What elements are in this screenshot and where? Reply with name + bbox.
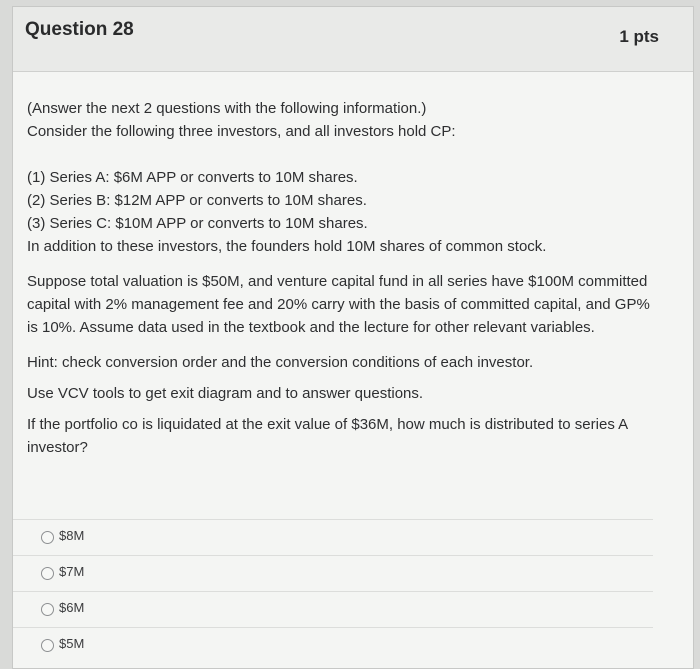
- investor-item-3: (3) Series C: $10M APP or converts to 10M shares.: [27, 215, 368, 232]
- question-header: [13, 7, 693, 72]
- radio-button[interactable]: [41, 531, 54, 544]
- radio-button[interactable]: [41, 603, 54, 616]
- founders-line: In addition to these investors, the founders hold 10M shares of common stock.: [27, 238, 547, 255]
- radio-button[interactable]: [41, 639, 54, 652]
- answer-option[interactable]: [13, 519, 653, 555]
- intro-line-1: (Answer the next 2 questions with the following information.): [27, 100, 427, 117]
- hint-line: Hint: check conversion order and the conversion conditions of each investor.: [27, 354, 534, 371]
- answer-option[interactable]: [13, 555, 653, 591]
- radio-button[interactable]: [41, 567, 54, 580]
- answer-label[interactable]: $5M: [59, 636, 85, 651]
- intro-line-2: Consider the following three investors, and all investors hold CP:: [27, 123, 456, 140]
- answer-label[interactable]: $8M: [59, 528, 85, 543]
- question-title: Question 28: [25, 19, 134, 40]
- question-prompt: If the portfolio co is liquidated at the exit value of $36M, how much is distributed to series A investor?: [27, 416, 628, 456]
- answer-list: [13, 519, 653, 663]
- question-card: [12, 6, 694, 669]
- investor-item-1: (1) Series A: $6M APP or converts to 10M shares.: [27, 169, 358, 186]
- answer-label[interactable]: $7M: [59, 564, 85, 579]
- question-body: [27, 97, 657, 459]
- answer-label[interactable]: $6M: [59, 600, 85, 615]
- tools-line: Use VCV tools to get exit diagram and to answer questions.: [27, 385, 424, 402]
- answer-option[interactable]: [13, 591, 653, 627]
- assumptions-paragraph: Suppose total valuation is $50M, and venture capital fund in all series have $100M committed capital with 2% management fee and 20% carry with the basis of committed capital, and GP% is 10%. Assume data used in the textbook and the lecture for other relevant variables.: [27, 273, 650, 336]
- answer-option[interactable]: [13, 627, 653, 663]
- investor-item-2: (2) Series B: $12M APP or converts to 10M shares.: [27, 192, 367, 209]
- question-points: 1 pts: [619, 27, 659, 46]
